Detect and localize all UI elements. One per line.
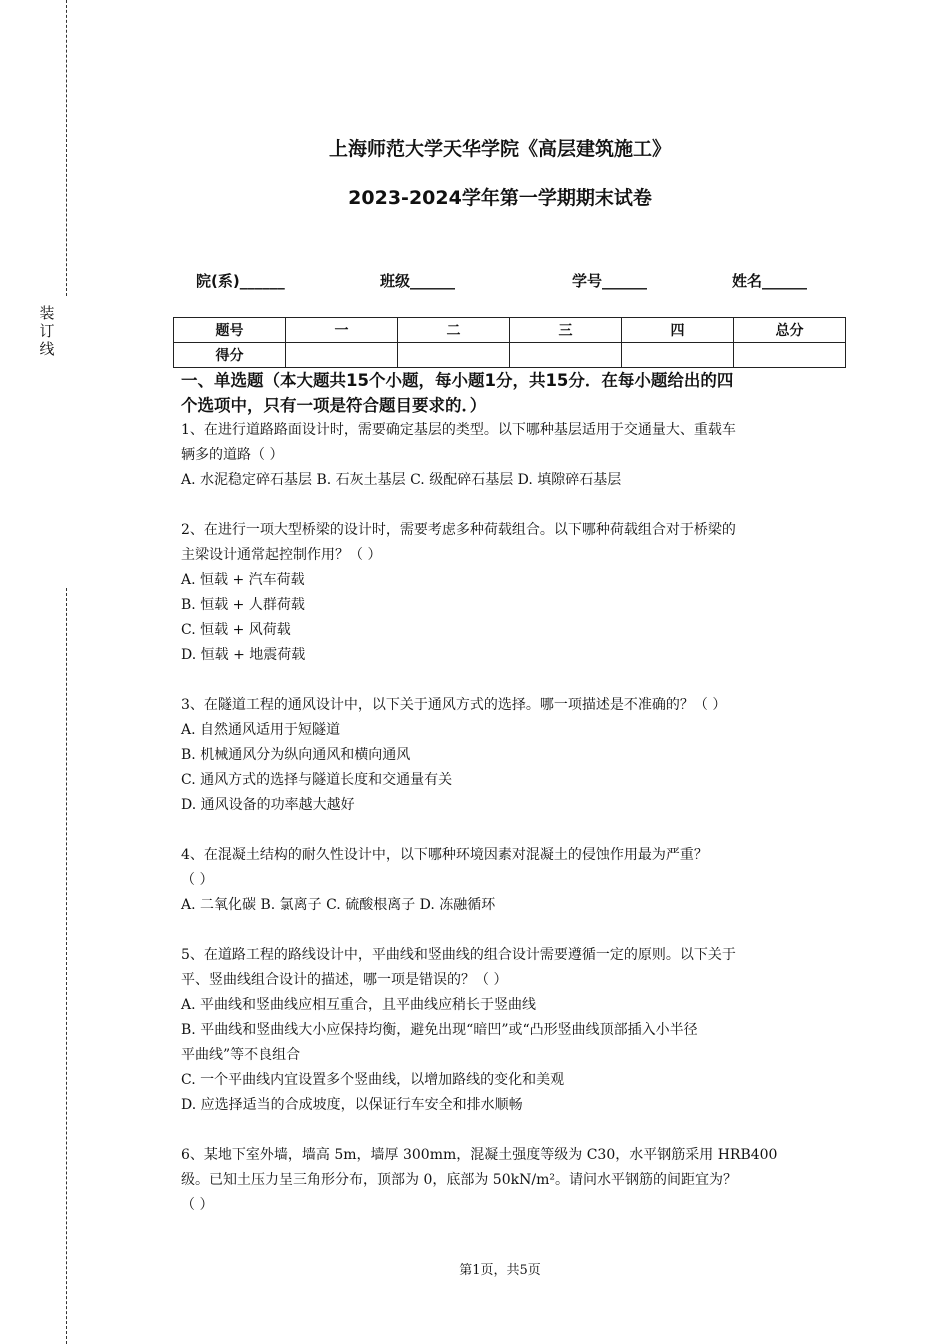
question-option: D. 恒载 + 地震荷载	[181, 647, 306, 663]
question	[181, 518, 841, 668]
question-option: B. 平曲线和竖曲线大小应保持均衡，避免出现“暗凹”或“凸形竖曲线顶部插入小半径	[181, 1022, 698, 1038]
question-option: 平曲线”等不良组合	[181, 1047, 301, 1063]
question-option: B. 机械通风分为纵向通风和横向通风	[181, 747, 411, 763]
class-field: 班级______	[380, 272, 456, 290]
question-stem: 4、在混凝土结构的耐久性设计中，以下哪种环境因素对混凝土的侵蚀作用最为严重？	[181, 847, 708, 863]
dept-field: 院(系)______	[196, 272, 285, 290]
question	[181, 1143, 841, 1218]
score-cell: 题号	[174, 318, 286, 343]
score-cell	[622, 343, 734, 368]
section-heading-line: 一、单选题（本大题共15个小题，每小题1分，共15分．在每小题给出的四	[181, 371, 734, 390]
question-stem: （ ）	[181, 1197, 214, 1213]
score-cell: 一	[286, 318, 398, 343]
score-cell	[510, 343, 622, 368]
question-stem: 1、在进行道路路面设计时，需要确定基层的类型。以下哪种基层适用于交通量大、重载车	[181, 422, 736, 438]
student-no-field: 学号______	[572, 272, 648, 290]
score-cell	[398, 343, 510, 368]
question-option: A. 自然通风适用于短隧道	[181, 722, 341, 738]
exam-content	[181, 368, 841, 1218]
question-option: C. 通风方式的选择与隧道长度和交通量有关	[181, 772, 453, 788]
question-stem: 辆多的道路（ ）	[181, 447, 284, 463]
score-cell: 总分	[734, 318, 846, 343]
name-field: 姓名______	[732, 272, 808, 290]
question-option: C. 一个平曲线内宜设置多个竖曲线，以增加路线的变化和美观	[181, 1072, 565, 1088]
score-cell: 四	[622, 318, 734, 343]
question-option: D. 应选择适当的合成坡度，以保证行车安全和排水顺畅	[181, 1097, 523, 1113]
question-option: A. 水泥稳定碎石基层 B. 石灰土基层 C. 级配碎石基层 D. 填隙碎石基层	[181, 472, 622, 488]
score-cell: 得分	[174, 343, 286, 368]
binding-char: 线	[39, 340, 55, 358]
exam-title-line1: 上海师范大学天华学院《高层建筑施工》	[328, 138, 671, 160]
question-stem: 平、竖曲线组合设计的描述，哪一项是错误的？（ ）	[181, 972, 508, 988]
question-option: C. 恒载 + 风荷载	[181, 622, 291, 638]
question	[181, 843, 841, 918]
score-table-score-row	[174, 343, 846, 368]
binding-line-bottom	[66, 588, 67, 1344]
question-option: B. 恒载 + 人群荷载	[181, 597, 305, 613]
question-stem: 6、某地下室外墙，墙高 5m，墙厚 300mm，混凝土强度等级为 C30，水平钢筋采用 HRB400	[181, 1147, 778, 1163]
score-cell: 二	[398, 318, 510, 343]
question-stem: 级。已知土压力呈三角形分布，顶部为 0，底部为 50kN/m²。请问水平钢筋的间距宜为？	[181, 1172, 737, 1188]
score-table-header-row	[174, 318, 846, 343]
binding-char: 订	[39, 322, 55, 340]
binding-label	[38, 304, 56, 358]
question-stem: 2、在进行一项大型桥梁的设计时，需要考虑多种荷载组合。以下哪种荷载组合对于桥梁的	[181, 522, 736, 538]
question-option: D. 通风设备的功率越大越好	[181, 797, 355, 813]
score-cell	[734, 343, 846, 368]
question	[181, 693, 841, 818]
exam-title-line2: 2023-2024学年第一学期期末试卷	[348, 187, 652, 209]
section-heading	[181, 368, 841, 418]
question-stem: 3、在隧道工程的通风设计中，以下关于通风方式的选择。哪一项描述是不准确的？（ ）	[181, 697, 727, 713]
question-stem: （ ）	[181, 872, 214, 888]
binding-char: 装	[39, 304, 55, 322]
page-footer: 第1页，共5页	[459, 1263, 541, 1278]
question	[181, 418, 841, 493]
question-option: A. 恒载 + 汽车荷载	[181, 572, 305, 588]
score-table	[173, 317, 846, 368]
score-cell: 三	[510, 318, 622, 343]
question-stem: 5、在道路工程的路线设计中，平曲线和竖曲线的组合设计需要遵循一定的原则。以下关于	[181, 947, 736, 963]
question	[181, 943, 841, 1118]
question-stem: 主梁设计通常起控制作用？（ ）	[181, 547, 382, 563]
question-option: A. 平曲线和竖曲线应相互重合，且平曲线应稍长于竖曲线	[181, 997, 537, 1013]
score-cell	[286, 343, 398, 368]
section-heading-line: 个选项中，只有一项是符合题目要求的．）	[181, 396, 487, 415]
question-option: A. 二氧化碳 B. 氯离子 C. 硫酸根离子 D. 冻融循环	[181, 897, 496, 913]
